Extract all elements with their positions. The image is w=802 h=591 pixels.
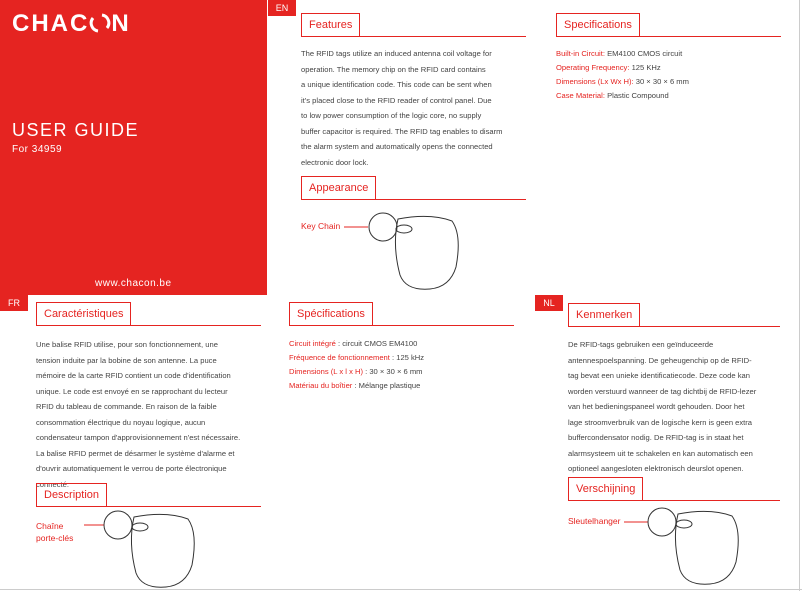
en-spec-row: Dimensions (Lx Wx H): 30 × 30 × 6 mm bbox=[556, 77, 689, 86]
lang-tag-fr: FR bbox=[0, 295, 28, 311]
en-spec-row: Built-in Circuit: EM4100 CMOS circuit bbox=[556, 49, 683, 58]
logo-o-icon bbox=[89, 12, 111, 34]
fr-keychain-illustration bbox=[82, 505, 202, 591]
fr-features-heading: Caractéristiques bbox=[36, 302, 131, 325]
fr-spec-row: Circuit intégré : circuit CMOS EM4100 bbox=[289, 339, 418, 348]
en-spec-row: Operating Frequency: 125 KHz bbox=[556, 63, 661, 72]
fr-features-text: Une balise RFID utilise, pour son fonctionnement, une tension induite par la bobine de son antenne. La puce mémoire de la carte RFID contient un code d'identification unique. Le code est envoyé en se rapprochant du lecteur RFID du tableau de commande. En raison de la faible consommation électrique du noyau logique, aucun condensateur tampon d'approvisionnement n'est nécessaire. La balise RFID permet de désarmer le système d'alarme et d'ouvrir automatiquement le verrou de porte électronique connecté. bbox=[36, 340, 241, 489]
nl-features-text: De RFID-tags gebruiken een geïnduceerde antennespoelspanning. De geheugenchip op de RFID- tag bevat een unieke identificatiecode. Deze code kan worden verstuurd wanneer de tag dichtbij de RFID-lezer van het bedieningspaneel wordt gehouden. Door het lage stroomverbruik van de logische kern is geen extra buffercondensator nodig. De RFID-tag is in staat het alarmsysteem uit te schakelen en kan automatisch een optioneel aangesloten elektronisch deurslot openen. bbox=[568, 340, 757, 473]
fr-spec-row: Dimensions (L x l x H) : 30 × 30 × 6 mm bbox=[289, 367, 423, 376]
cover-title: USER GUIDE bbox=[12, 120, 140, 140]
en-features-rule bbox=[301, 36, 526, 37]
right-border bbox=[799, 0, 800, 591]
fr-specs-heading: Spécifications bbox=[289, 302, 373, 325]
fr-specs-list bbox=[289, 337, 424, 393]
cover-subtitle: For 34959 bbox=[12, 144, 63, 155]
lang-tag-en: EN bbox=[268, 0, 296, 16]
lang-tag-nl: NL bbox=[535, 295, 563, 311]
nl-keychain-illustration bbox=[622, 500, 748, 588]
en-appearance-heading: Appearance bbox=[301, 176, 376, 199]
en-specs-rule bbox=[556, 36, 781, 37]
en-spec-row: Case Material: Plastic Compound bbox=[556, 91, 669, 100]
nl-keychain-label: Sleutelhanger bbox=[568, 516, 621, 526]
nl-features-heading: Kenmerken bbox=[568, 303, 640, 326]
cover-website: www.chacon.be bbox=[95, 278, 172, 289]
nl-appearance-heading: Verschijning bbox=[568, 477, 643, 500]
fr-specs-rule bbox=[289, 325, 514, 326]
fr-description-heading: Description bbox=[36, 483, 107, 506]
fr-spec-row: Matériau du boîtier : Mélange plastique bbox=[289, 381, 421, 390]
nl-features-rule bbox=[568, 326, 780, 327]
en-appearance-rule bbox=[301, 199, 526, 200]
chacon-logo: CHAC N bbox=[12, 10, 131, 37]
en-keychain-illustration bbox=[340, 205, 470, 295]
en-features-text: The RFID tags utilize an induced antenna coil voltage for operation. The memory chip on the RFID card contains a unique identification code. This code can be sent when it's placed close to the RFID reader of control panel. Due to low power consumption of the logic core, no supply buffer capacitor is required. The RFID tag enables to disarm the alarm system and automatically opens the connected electronic door lock. bbox=[301, 49, 503, 167]
bottom-border bbox=[0, 589, 802, 590]
fr-spec-row: Fréquence de fonctionnement : 125 kHz bbox=[289, 353, 425, 362]
en-features-heading: Features bbox=[301, 13, 360, 36]
fr-keychain-label: Chaîne porte-clés bbox=[36, 521, 74, 543]
fr-features-rule bbox=[36, 325, 261, 326]
en-specs-heading: Specifications bbox=[556, 13, 640, 36]
en-keychain-label: Key Chain bbox=[301, 221, 341, 231]
en-specs-list bbox=[556, 47, 689, 103]
